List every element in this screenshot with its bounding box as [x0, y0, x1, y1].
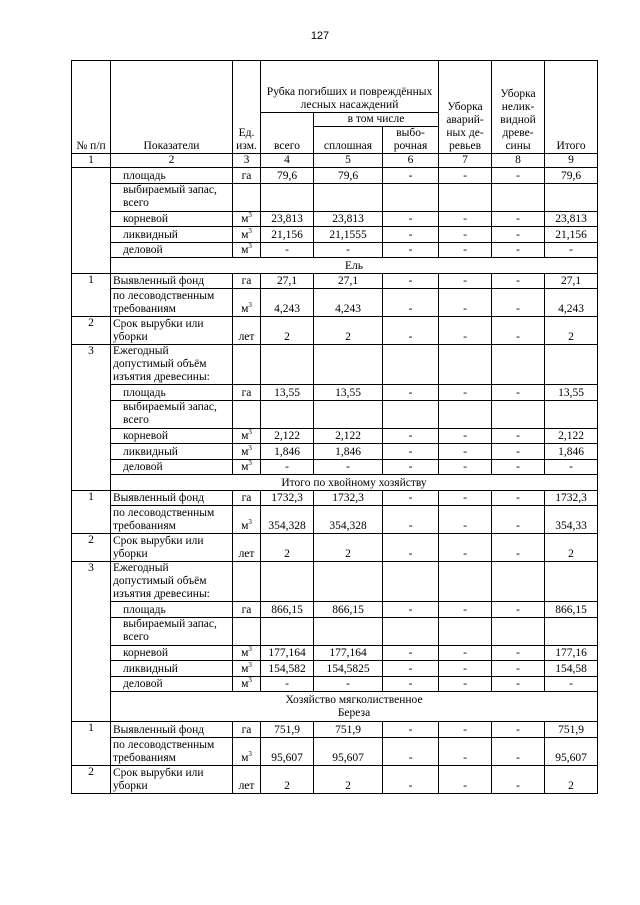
empty-cell [439, 400, 492, 428]
row-number: 3 [72, 562, 111, 722]
hdr-incl: в том числе [314, 113, 439, 127]
colnum-row [72, 154, 598, 168]
value-cell: - [383, 227, 439, 243]
table-row [72, 737, 598, 765]
value-cell: 1,846 [545, 444, 598, 460]
row-number: 1 [72, 273, 111, 317]
indicator-label: Выявленный фонд [111, 490, 233, 506]
value-cell: - [383, 676, 439, 692]
value-cell: 154,582 [261, 661, 314, 677]
value-cell: 2 [545, 534, 598, 562]
value-cell: 4,243 [545, 289, 598, 317]
value-cell: - [545, 242, 598, 258]
unit-text: м [241, 244, 249, 256]
table-row [72, 168, 598, 184]
unit-text: м [241, 520, 249, 532]
value-cell: 2,122 [314, 428, 383, 444]
value-cell: - [261, 242, 314, 258]
table-row [72, 645, 598, 661]
hdr-illiquid: Уборка нелик-видной древе-сины [492, 61, 545, 154]
value-cell: - [261, 459, 314, 475]
indicator-label: Ежегодный допустимый объём изъятия древесины: [111, 562, 233, 602]
value-cell: - [439, 534, 492, 562]
section-title-spruce [72, 258, 598, 274]
value-cell: 1,846 [261, 444, 314, 460]
unit-exponent: 3 [248, 459, 252, 468]
value-cell: - [383, 168, 439, 184]
table-row [72, 289, 598, 317]
empty-cell [314, 345, 383, 385]
empty-cell [492, 617, 545, 645]
unit-cell [233, 737, 261, 765]
table-row [72, 227, 598, 243]
hdr-felling: Рубка погибших и повреждённых лесных насаждений [261, 61, 439, 113]
table-row [72, 183, 598, 211]
unit-cell: лет [233, 765, 261, 793]
value-cell: - [383, 645, 439, 661]
value-cell: - [492, 506, 545, 534]
value-cell: 79,6 [314, 168, 383, 184]
value-cell: 23,813 [314, 211, 383, 227]
value-cell: 2 [314, 765, 383, 793]
value-cell: - [492, 273, 545, 289]
section-title-conifer-total [72, 475, 598, 491]
unit-text: м [241, 678, 249, 690]
value-cell: 1732,3 [314, 490, 383, 506]
value-cell: - [492, 317, 545, 345]
colnum: 2 [111, 154, 233, 168]
value-cell: - [439, 385, 492, 401]
value-cell: 79,6 [545, 168, 598, 184]
value-cell: - [439, 661, 492, 677]
table-row [72, 428, 598, 444]
empty-cell [261, 562, 314, 602]
value-cell: - [383, 385, 439, 401]
value-cell: 21,156 [261, 227, 314, 243]
stock-label: выбираемый запас, всего [111, 400, 233, 428]
unit-cell [233, 183, 261, 211]
table-row [72, 345, 598, 385]
value-cell: 1732,3 [261, 490, 314, 506]
indicator-label: по лесоводственным требованиям [111, 737, 233, 765]
table-row [72, 562, 598, 602]
row-number: 2 [72, 765, 111, 793]
empty-cell [383, 617, 439, 645]
indicator-label: корневой [111, 645, 233, 661]
indicator-label: деловой [111, 242, 233, 258]
table-row [72, 661, 598, 677]
row-number: 2 [72, 534, 111, 562]
indicator-label: Срок вырубки или уборки [111, 317, 233, 345]
empty-cell [492, 562, 545, 602]
hdr-unit: Ед. изм. [233, 61, 261, 154]
colnum: 6 [383, 154, 439, 168]
unit-text: м [241, 228, 249, 241]
colnum: 8 [492, 154, 545, 168]
unit-text: м [241, 213, 249, 225]
forest-table [71, 60, 598, 794]
empty-cell [261, 617, 314, 645]
value-cell: 177,164 [261, 645, 314, 661]
value-cell: - [314, 242, 383, 258]
indicator-label: Выявленный фонд [111, 273, 233, 289]
value-cell: - [383, 242, 439, 258]
value-cell: 95,607 [545, 737, 598, 765]
value-cell: - [439, 602, 492, 618]
table-row [72, 211, 598, 227]
hdr-emergency: Уборка аварий-ных де-ревьев [439, 61, 492, 154]
value-cell: - [492, 722, 545, 738]
value-cell: 177,16 [545, 645, 598, 661]
value-cell: - [439, 317, 492, 345]
row-number: 1 [72, 722, 111, 766]
table-row [72, 385, 598, 401]
empty-cell [314, 183, 383, 211]
unit-cell [233, 242, 261, 258]
unit-exponent: 3 [248, 428, 252, 437]
value-cell: 177,164 [314, 645, 383, 661]
hdr-selective: выбо-рочная [383, 127, 439, 154]
unit-cell [233, 345, 261, 385]
value-cell: - [492, 661, 545, 677]
colnum: 1 [72, 154, 111, 168]
hdr-num: № п/п [72, 61, 111, 154]
unit-cell [233, 211, 261, 227]
value-cell: 354,328 [314, 506, 383, 534]
empty-cell [545, 345, 598, 385]
value-cell: 154,58 [545, 661, 598, 677]
empty-cell [545, 562, 598, 602]
value-cell: - [439, 506, 492, 534]
unit-text: м [241, 445, 249, 458]
empty-cell [439, 617, 492, 645]
indicator-label: корневой [111, 211, 233, 227]
value-cell: - [383, 506, 439, 534]
table-row [72, 444, 598, 460]
unit-cell [233, 227, 261, 243]
value-cell: 2,122 [545, 428, 598, 444]
section-title-softwood [111, 692, 598, 722]
empty-cell [439, 562, 492, 602]
unit-cell: га [233, 168, 261, 184]
value-cell: 2 [261, 765, 314, 793]
value-cell: 154,5825 [314, 661, 383, 677]
value-cell: - [383, 490, 439, 506]
empty-cell [383, 345, 439, 385]
unit-text: м [241, 303, 249, 315]
unit-exponent: 3 [248, 443, 252, 452]
value-cell: - [383, 444, 439, 460]
value-cell: 1,846 [314, 444, 383, 460]
colnum: 7 [439, 154, 492, 168]
indicator-label: деловой [111, 676, 233, 692]
indicator-label: Срок вырубки или уборки [111, 765, 233, 793]
hdr-clear: сплошная [314, 127, 383, 154]
value-cell: - [439, 242, 492, 258]
table-row [72, 617, 598, 645]
value-cell: - [439, 444, 492, 460]
value-cell: - [383, 534, 439, 562]
value-cell: - [492, 289, 545, 317]
value-cell: 95,607 [314, 737, 383, 765]
value-cell: 2 [314, 317, 383, 345]
unit-cell: га [233, 602, 261, 618]
indicator-label: площадь [111, 385, 233, 401]
value-cell: 4,243 [261, 289, 314, 317]
value-cell: - [383, 459, 439, 475]
value-cell: 2 [545, 317, 598, 345]
indicator-label: корневой [111, 428, 233, 444]
value-cell: 354,33 [545, 506, 598, 534]
num-cell [72, 168, 111, 274]
value-cell: - [492, 168, 545, 184]
value-cell: 13,55 [545, 385, 598, 401]
value-cell: 13,55 [314, 385, 383, 401]
value-cell: - [383, 428, 439, 444]
stock-label: выбираемый запас, всего [111, 183, 233, 211]
unit-cell: га [233, 490, 261, 506]
empty-cell [314, 400, 383, 428]
value-cell: 27,1 [314, 273, 383, 289]
indicator-label: Ежегодный допустимый объём изъятия древесины: [111, 345, 233, 385]
indicator-label: по лесоводственным требованиям [111, 506, 233, 534]
table-row [72, 490, 598, 506]
value-cell: 2 [261, 317, 314, 345]
unit-cell [233, 562, 261, 602]
value-cell: 4,243 [314, 289, 383, 317]
value-cell: - [439, 227, 492, 243]
empty-cell [383, 183, 439, 211]
value-cell: - [492, 534, 545, 562]
empty-cell [261, 400, 314, 428]
indicator-label: Срок вырубки или уборки [111, 534, 233, 562]
indicator-label: площадь [111, 168, 233, 184]
value-cell: - [492, 428, 545, 444]
section-title-conifer-total: Итого по хвойному хозяйству [111, 475, 598, 491]
indicator-label: ликвидный [111, 661, 233, 677]
hdr-total-all: всего [261, 113, 314, 154]
value-cell: 751,9 [545, 722, 598, 738]
table-row [72, 317, 598, 345]
value-cell: - [439, 737, 492, 765]
indicator-label: Выявленный фонд [111, 722, 233, 738]
empty-cell [492, 400, 545, 428]
empty-cell [383, 562, 439, 602]
value-cell: - [439, 459, 492, 475]
unit-cell: га [233, 722, 261, 738]
table-row [72, 602, 598, 618]
table-row [72, 676, 598, 692]
unit-cell [233, 617, 261, 645]
colnum: 4 [261, 154, 314, 168]
value-cell: 751,9 [261, 722, 314, 738]
value-cell: 866,15 [314, 602, 383, 618]
value-cell: - [383, 661, 439, 677]
value-cell: - [383, 289, 439, 317]
value-cell: - [492, 765, 545, 793]
value-cell: - [314, 459, 383, 475]
unit-exponent: 3 [248, 676, 252, 685]
section-title-line: Хозяйство мягколиственное [285, 693, 423, 706]
value-cell: 751,9 [314, 722, 383, 738]
unit-cell [233, 400, 261, 428]
unit-cell [233, 444, 261, 460]
value-cell: 21,156 [545, 227, 598, 243]
hdr-itogo: Итого [545, 61, 598, 154]
value-cell: 866,15 [545, 602, 598, 618]
value-cell: - [439, 676, 492, 692]
unit-cell [233, 289, 261, 317]
unit-text: м [241, 751, 249, 764]
section-subtitle-birch: Береза [337, 706, 371, 719]
value-cell: - [439, 289, 492, 317]
value-cell: - [492, 444, 545, 460]
table-row [72, 242, 598, 258]
value-cell: - [439, 722, 492, 738]
unit-cell [233, 459, 261, 475]
indicator-label: площадь [111, 602, 233, 618]
unit-cell: га [233, 273, 261, 289]
empty-cell [545, 183, 598, 211]
colnum: 3 [233, 154, 261, 168]
section-title-softwood [72, 692, 598, 722]
unit-cell [233, 676, 261, 692]
empty-cell [492, 183, 545, 211]
row-number: 2 [72, 317, 111, 345]
empty-cell [545, 617, 598, 645]
table-row [72, 400, 598, 428]
unit-cell [233, 428, 261, 444]
value-cell: - [492, 242, 545, 258]
section-title-spruce: Ель [111, 258, 598, 274]
value-cell: 2,122 [261, 428, 314, 444]
value-cell: - [492, 385, 545, 401]
value-cell: 866,15 [261, 602, 314, 618]
value-cell: 27,1 [261, 273, 314, 289]
page-number: 127 [310, 30, 330, 42]
empty-cell [314, 617, 383, 645]
table-row [72, 459, 598, 475]
value-cell: - [492, 602, 545, 618]
unit-cell [233, 506, 261, 534]
stock-label: выбираемый запас, всего [111, 617, 233, 645]
value-cell: - [439, 428, 492, 444]
table-row [72, 534, 598, 562]
value-cell: - [439, 490, 492, 506]
value-cell: - [383, 722, 439, 738]
value-cell: - [383, 273, 439, 289]
unit-text: м [241, 662, 249, 675]
colnum: 5 [314, 154, 383, 168]
unit-text: м [241, 647, 249, 659]
value-cell: - [383, 317, 439, 345]
value-cell: - [439, 168, 492, 184]
unit-exponent: 3 [248, 660, 252, 669]
unit-exponent: 3 [248, 301, 252, 310]
unit-text: м [241, 430, 249, 442]
row-number: 1 [72, 490, 111, 534]
empty-cell [261, 345, 314, 385]
value-cell: - [439, 765, 492, 793]
indicator-label: деловой [111, 459, 233, 475]
table-row [72, 506, 598, 534]
value-cell: 2 [261, 534, 314, 562]
table-row [72, 722, 598, 738]
value-cell: - [492, 490, 545, 506]
empty-cell [261, 183, 314, 211]
indicator-label: ликвидный [111, 227, 233, 243]
unit-text: м [241, 461, 249, 473]
unit-exponent: 3 [248, 645, 252, 654]
empty-cell [383, 400, 439, 428]
table-row [72, 765, 598, 793]
colnum: 9 [545, 154, 598, 168]
value-cell: - [492, 676, 545, 692]
value-cell: - [314, 676, 383, 692]
value-cell: - [492, 737, 545, 765]
unit-cell: лет [233, 534, 261, 562]
empty-cell [439, 345, 492, 385]
value-cell: 1732,3 [545, 490, 598, 506]
value-cell: 13,55 [261, 385, 314, 401]
hdr-indicators: Показатели [111, 61, 233, 154]
indicator-label: по лесоводственным требованиям [111, 289, 233, 317]
value-cell: 2 [314, 534, 383, 562]
value-cell: - [492, 211, 545, 227]
empty-cell [314, 562, 383, 602]
indicator-label: ликвидный [111, 444, 233, 460]
value-cell: - [492, 459, 545, 475]
value-cell: 95,607 [261, 737, 314, 765]
value-cell: - [439, 273, 492, 289]
unit-exponent: 3 [248, 518, 252, 527]
empty-cell [545, 400, 598, 428]
header-row [72, 61, 598, 113]
unit-exponent: 3 [248, 226, 252, 235]
value-cell: - [383, 602, 439, 618]
value-cell: - [545, 459, 598, 475]
value-cell: 79,6 [261, 168, 314, 184]
row-number: 3 [72, 345, 111, 491]
unit-exponent: 3 [248, 749, 252, 758]
value-cell: 23,813 [545, 211, 598, 227]
value-cell: 21,1555 [314, 227, 383, 243]
value-cell: - [383, 765, 439, 793]
value-cell: - [545, 676, 598, 692]
value-cell: - [439, 211, 492, 227]
unit-exponent: 3 [248, 242, 252, 251]
empty-cell [492, 345, 545, 385]
value-cell: 23,813 [261, 211, 314, 227]
value-cell: - [492, 645, 545, 661]
value-cell: - [439, 645, 492, 661]
value-cell: - [261, 676, 314, 692]
unit-exponent: 3 [248, 211, 252, 220]
table-row [72, 273, 598, 289]
unit-cell: лет [233, 317, 261, 345]
value-cell: 27,1 [545, 273, 598, 289]
value-cell: - [383, 737, 439, 765]
unit-cell: га [233, 385, 261, 401]
value-cell: - [492, 227, 545, 243]
value-cell: - [383, 211, 439, 227]
unit-cell [233, 661, 261, 677]
value-cell: 354,328 [261, 506, 314, 534]
value-cell: 2 [545, 765, 598, 793]
empty-cell [439, 183, 492, 211]
unit-cell [233, 645, 261, 661]
